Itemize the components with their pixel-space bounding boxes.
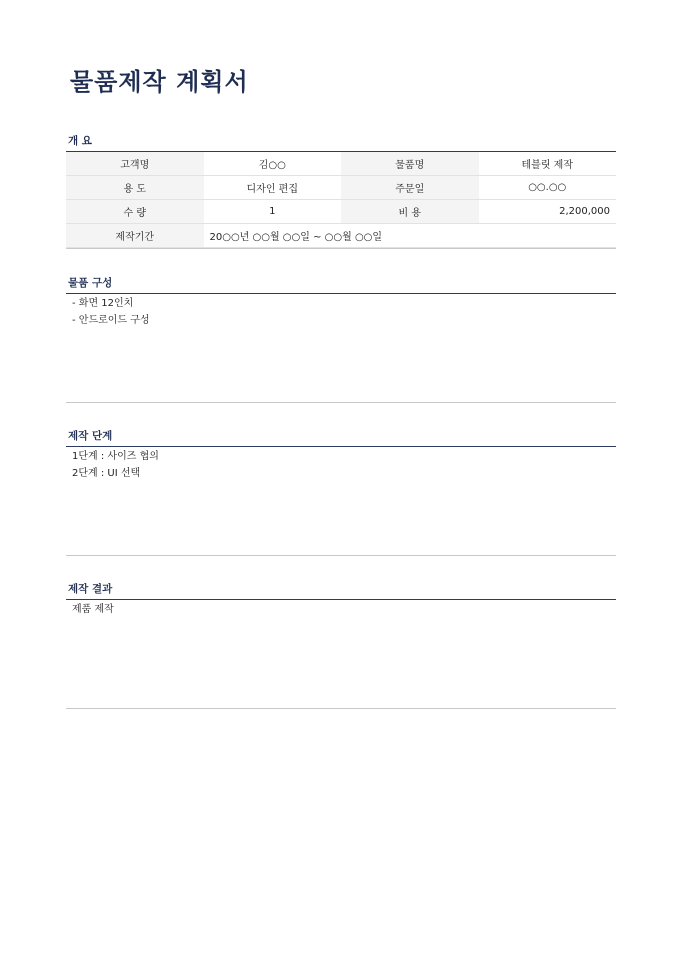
customer-label: 고객명 [66, 152, 204, 176]
page-title: 물품제작 계획서 [70, 68, 249, 96]
list-item: 1단계 : 사이즈 협의 [72, 451, 159, 462]
composition-label: 물품 구성 [68, 277, 113, 289]
item-name-label: 물품명 [341, 152, 479, 176]
list-item: 제품 제작 [72, 604, 114, 615]
order-date-value: ○○.○○ [479, 176, 617, 200]
order-date-label: 주문일 [341, 176, 479, 200]
table-row [66, 152, 616, 176]
item-name-value: 테블릿 제작 [479, 152, 617, 176]
table-row [66, 200, 616, 224]
overview-bottom-rule [66, 248, 616, 249]
composition-list [72, 295, 150, 329]
list-item: - 안드로이드 구성 [72, 315, 150, 326]
quantity-value: 1 [204, 200, 342, 224]
list-item: - 화면 12인치 [72, 298, 134, 309]
table-row [66, 176, 616, 200]
cost-value: 2,200,000 [479, 200, 617, 224]
quantity-label: 수 량 [66, 200, 204, 224]
overview-label: 개 요 [68, 135, 92, 147]
result-list [72, 601, 114, 618]
list-item: 2단계 : UI 선택 [72, 468, 141, 479]
table-row [66, 224, 616, 248]
overview-table [66, 152, 616, 248]
result-label: 제작 결과 [68, 583, 113, 595]
purpose-label: 용 도 [66, 176, 204, 200]
cost-label: 비 용 [341, 200, 479, 224]
result-bottom-rule [66, 708, 616, 709]
result-top-rule [66, 599, 616, 600]
period-label: 제작기간 [66, 224, 204, 248]
composition-top-rule [66, 293, 616, 294]
customer-value: 김○○ [204, 152, 342, 176]
steps-top-rule [66, 446, 616, 447]
composition-bottom-rule [66, 402, 616, 403]
purpose-value: 디자인 편집 [204, 176, 342, 200]
steps-label: 제작 단계 [68, 430, 113, 442]
steps-bottom-rule [66, 555, 616, 556]
steps-list [72, 448, 159, 482]
period-value: 20○○년 ○○월 ○○일 ~ ○○월 ○○일 [204, 224, 617, 248]
